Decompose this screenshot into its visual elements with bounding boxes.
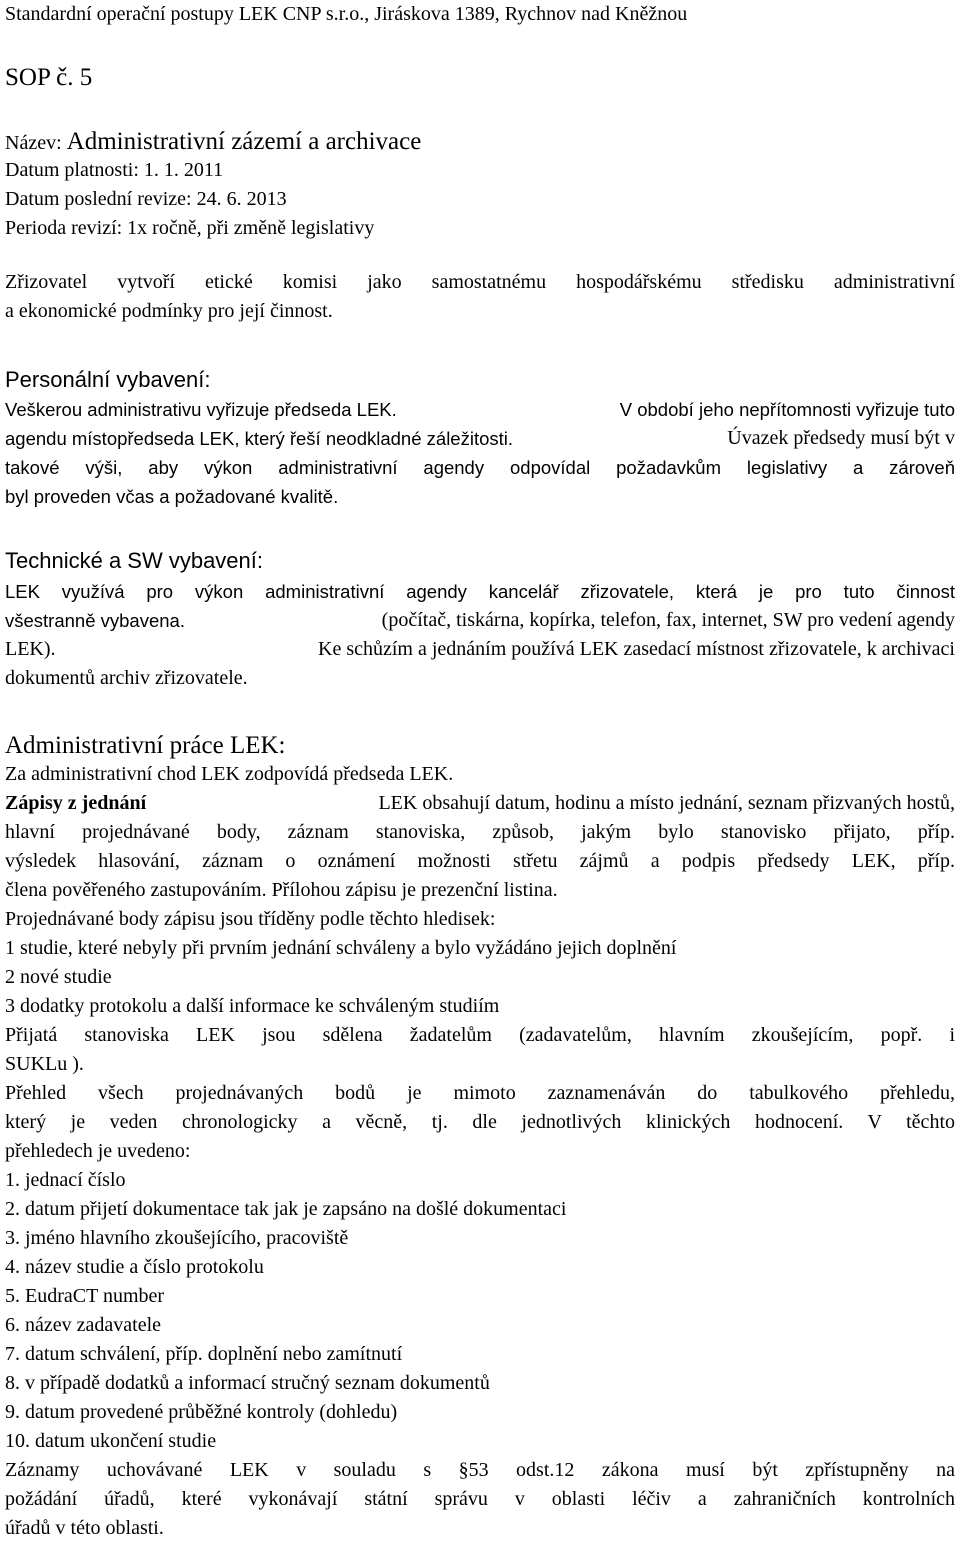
admin-line: Přehled všech projednávaných bodů je mimoto zaznamenáván do tabulkového přehledu, [5, 1082, 955, 1104]
sop-name-value: Administrativní zázemí a archivace [66, 128, 422, 155]
list-item: 10. datum ukončení studie [5, 1430, 217, 1452]
personnel-text: agendu místopředseda LEK, který řeší neodkladné záležitosti. [5, 428, 514, 449]
personnel-heading: Personální vybavení: [5, 367, 211, 392]
admin-line: hlavní projednávané body, záznam stanoviska, způsob, jakým bylo stanovisko přijato, příp. [5, 821, 955, 843]
technical-text: (počítač, tiskárna, kopírka, telefon, fax, internet, SW pro vedení agendy [381, 609, 955, 631]
list-item: 7. datum schválení, příp. doplnění nebo zamítnutí [5, 1343, 403, 1365]
admin-line: výsledek hlasování, záznam o oznámení možnosti střetu zájmů a podpis předsedy LEK, příp. [5, 850, 955, 872]
admin-line: člena pověřeného zastupováním. Přílohou zápisu je prezenční listina. [5, 879, 558, 901]
closing-line: Záznamy uchovávané LEK v souladu s §53 odst.12 zákona musí být zpřístupněny na [5, 1459, 955, 1481]
closing-line: úřadů v této oblasti. [5, 1517, 164, 1539]
technical-line [5, 606, 955, 635]
sop-name-label: Název: [5, 132, 67, 154]
admin-line: Za administrativní chod LEK zodpovídá předseda LEK. [5, 763, 454, 785]
list-item: 4. název studie a číslo protokolu [5, 1256, 264, 1278]
personnel-line: byl proveden včas a požadované kvalitě. [5, 486, 339, 507]
technical-line [5, 635, 955, 664]
list-item: 2. datum přijetí dokumentace tak jak je zapsáno na došlé dokumentaci [5, 1198, 567, 1220]
revision-period: Perioda revizí: 1x ročně, při změně legislativy [5, 217, 375, 239]
admin-line: Projednávané body zápisu jsou tříděny podle těchto hledisek: [5, 908, 496, 930]
personnel-text: Úvazek předsedy musí být v [727, 427, 955, 449]
sop-name-line [5, 127, 955, 158]
last-revision-date: Datum poslední revize: 24. 6. 2013 [5, 188, 287, 210]
admin-line: SUKLu ). [5, 1053, 84, 1075]
admin-line: který je veden chronologicky a věcně, tj. dle jednotlivých klinických hodnocení. V těchto [5, 1111, 955, 1133]
intro-line: a ekonomické podmínky pro její činnost. [5, 300, 333, 322]
closing-line: požádání úřadů, které vykonávají státní správu v oblasti léčiv a zahraničních kontrolních [5, 1488, 955, 1510]
personnel-line [5, 424, 955, 453]
personnel-text: V období jeho nepřítomnosti vyřizuje tuto [619, 399, 955, 420]
minutes-bold: Zápisy z jednání [5, 792, 147, 814]
admin-line: přehledech je uvedeno: [5, 1140, 191, 1162]
list-item: 1. jednací číslo [5, 1169, 126, 1191]
technical-heading: Technické a SW vybavení: [5, 548, 264, 573]
admin-line: Přijatá stanoviska LEK jsou sdělena žadatelům (zadavatelům, hlavním zkoušejícím, popř. i [5, 1024, 955, 1046]
list-item: 9. datum provedené průběžné kontroly (dohledu) [5, 1401, 398, 1423]
list-item: 8. v případě dodatků a informací stručný seznam dokumentů [5, 1372, 490, 1394]
validity-date: Datum platnosti: 1. 1. 2011 [5, 159, 224, 181]
list-item: 5. EudraCT number [5, 1285, 165, 1307]
personnel-line [5, 395, 955, 424]
admin-line: 1 studie, které nebyly při prvním jednání schváleny a bylo vyžádáno jejich doplnění [5, 937, 677, 959]
personnel-line: takové výši, aby výkon administrativní agendy odpovídal požadavkům legislativy a zároveň [5, 457, 955, 478]
admin-line: 3 dodatky protokolu a další informace ke schváleným studiím [5, 995, 500, 1017]
minutes-line [5, 789, 955, 818]
minutes-rest: LEK obsahují datum, hodinu a místo jednání, seznam přizvaných hostů, [378, 792, 955, 814]
technical-text: všestranně vybavena. [5, 610, 185, 631]
list-item: 6. název zadavatele [5, 1314, 162, 1336]
personnel-text: Veškerou administrativu vyřizuje předseda LEK. [5, 399, 397, 420]
technical-line: LEK využívá pro výkon administrativní agendy kancelář zřizovatele, která je pro tuto činnost [5, 581, 955, 602]
document-header: Standardní operační postupy LEK CNP s.r.o., Jiráskova 1389, Rychnov nad Kněžnou [5, 3, 688, 25]
admin-line: 2 nové studie [5, 966, 112, 988]
admin-heading: Administrativní práce LEK: [5, 732, 286, 759]
technical-text: Ke schůzím a jednáním používá LEK zasedací místnost zřizovatele, k archivaci [318, 638, 955, 660]
intro-line: Zřizovatel vytvoří etické komisi jako samostatnému hospodářskému středisku administrativní [5, 271, 955, 293]
sop-number: SOP č. 5 [5, 64, 93, 91]
list-item: 3. jméno hlavního zkoušejícího, pracoviště [5, 1227, 349, 1249]
technical-text: LEK). [5, 638, 56, 660]
technical-line: dokumentů archiv zřizovatele. [5, 667, 248, 689]
